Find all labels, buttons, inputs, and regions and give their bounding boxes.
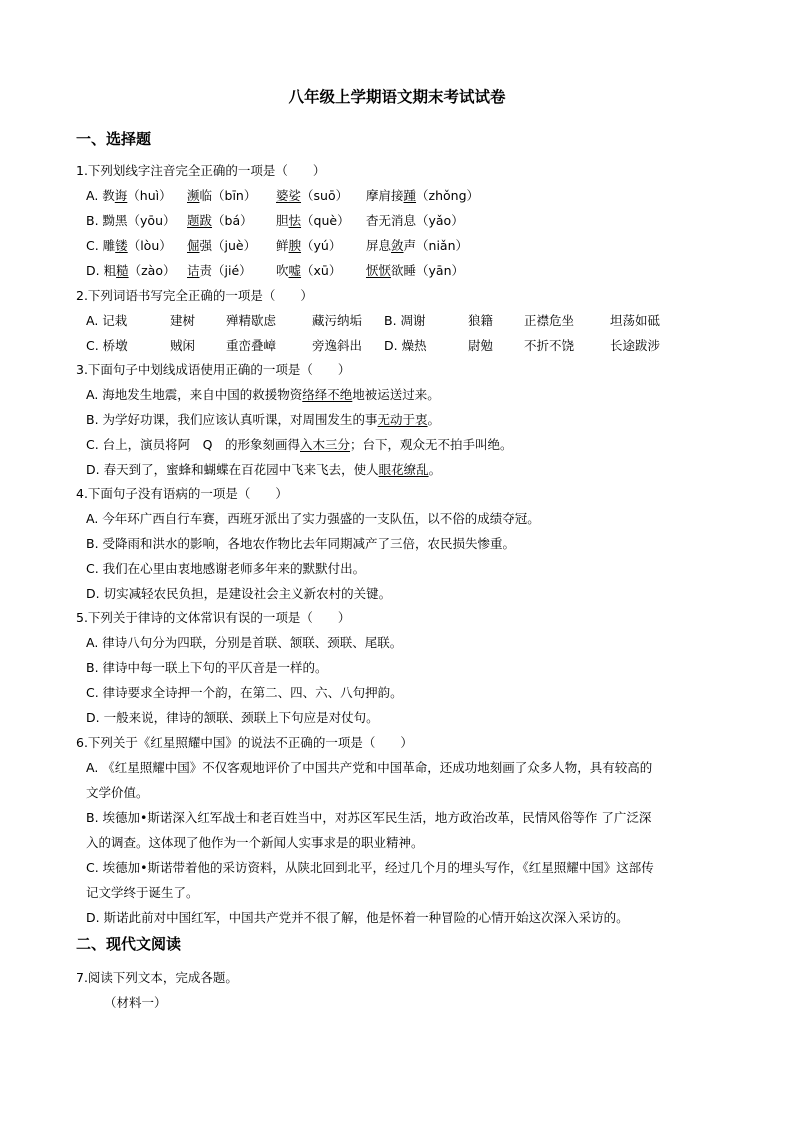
option-text: （què） <box>301 213 350 228</box>
option-item <box>86 261 175 281</box>
underlined-char: 倔 <box>187 238 200 253</box>
option-item <box>276 186 348 206</box>
option-text: （zào） <box>128 263 176 278</box>
option-text: 临（bīn） <box>199 188 257 203</box>
option-text: 屏息 <box>366 238 392 253</box>
word-item: D. 燥热 <box>384 338 427 353</box>
word-item: 尉勉 <box>468 338 494 353</box>
section-heading-reading: 二、现代文阅读 <box>76 935 182 953</box>
option-text: 欲睡（yān） <box>391 263 464 278</box>
question-3-option <box>86 435 513 455</box>
option-item <box>366 186 479 206</box>
word-item: 坦荡如砥 <box>610 313 661 328</box>
option-text: （lòu） <box>127 238 172 253</box>
option-text: 责（jié） <box>199 263 252 278</box>
option-text: （xū） <box>301 263 342 278</box>
question-6-option-d: D. 斯诺此前对中国红军，中国共产党并不很了解，他是怀着一种冒险的心情开始这次深入采访的。 <box>86 910 629 925</box>
question-4-option-a: A. 今年环广西自行车赛，西班牙派出了实力强盛的一支队伍，以不俗的成绩夺冠。 <box>86 511 540 526</box>
question-5-option-a: A. 律诗八句分为四联，分别是首联、颔联、颈联、尾联。 <box>86 635 403 650</box>
underlined-char: 婆娑 <box>276 188 302 203</box>
option-text: 地被运送过来。 <box>352 387 440 402</box>
option-item <box>276 211 350 231</box>
underlined-char: 敛 <box>391 238 404 253</box>
word-item: A. 记栽 <box>86 313 128 328</box>
option-item <box>187 211 253 231</box>
question-6-stem: 6.下列关于《红星照耀中国》的说法不正确的一项是（ ） <box>76 735 413 750</box>
option-text: C. 台上，演员将阿 Q 的形象刻画得 <box>86 437 301 452</box>
option-text: C. 雕 <box>86 238 116 253</box>
option-text: A. 教 <box>86 188 115 203</box>
underlined-char: 恹恹 <box>366 263 392 278</box>
option-text: B. 为学好功课，我们应该认真听课，对周围发生的事 <box>86 412 378 427</box>
word-item: 正襟危坐 <box>524 313 575 328</box>
option-text: （bá） <box>212 213 253 228</box>
underlined-char: 怯 <box>288 213 302 228</box>
word-item: 贼闲 <box>170 338 196 353</box>
question-5-option-c: C. 律诗要求全诗押一个韵，在第二、四、六、八句押韵。 <box>86 685 403 700</box>
question-6-option-c-line1: C. 埃德加•斯诺带着他的采访资料，从陕北回到北平，经过几个月的埋头写作，《红星照耀中国》这部传 <box>86 860 654 875</box>
option-item <box>366 211 464 231</box>
question-5-option-b: B. 律诗中每一联上下句的平仄音是一样的。 <box>86 660 328 675</box>
option-item <box>366 261 464 281</box>
word-item: 重峦叠嶂 <box>226 338 277 353</box>
word-item: 狼籍 <box>468 313 494 328</box>
question-3-option <box>86 385 440 405</box>
material-label: （材料一） <box>104 995 167 1010</box>
option-item <box>187 261 252 281</box>
word-item: B. 凋谢 <box>384 313 426 328</box>
underlined-idiom: 无动于衷 <box>377 412 428 427</box>
option-text: 鲜 <box>276 238 289 253</box>
underlined-char: 踵 <box>403 188 417 203</box>
word-item: 不折不饶 <box>524 338 575 353</box>
option-text: （zhǒng） <box>416 188 480 203</box>
option-text: ；台下，观众无不拍手叫绝。 <box>350 437 513 452</box>
underlined-char: 嘘 <box>288 263 302 278</box>
question-5-stem: 5.下列关于律诗的文体常识有误的一项是（ ） <box>76 610 351 625</box>
word-item: 殚精歇虑 <box>226 313 277 328</box>
question-4-option-d: D. 切实减轻农民负担，是建设社会主义新农村的关键。 <box>86 586 392 601</box>
option-item <box>86 211 176 231</box>
option-text: D. 春天到了，蜜蜂和蝴蝶在百花园中飞来飞去，使人 <box>86 462 379 477</box>
question-6-option-c-line2: 记文学终于诞生了。 <box>86 885 199 900</box>
underlined-idiom: 眼花缭乱 <box>378 462 429 477</box>
word-item: 建树 <box>170 313 196 328</box>
question-6-option-a-line1: A. 《红星照耀中国》不仅客观地评价了中国共产党和中国革命，还成功地刻画了众多人物，具有较高的 <box>86 760 653 775</box>
option-item <box>86 186 172 206</box>
option-item <box>366 236 468 256</box>
page-title: 八年级上学期语文期末考试试卷 <box>288 88 506 106</box>
question-4-option-c: C. 我们在心里由衷地感谢老师多年来的默默付出。 <box>86 561 366 576</box>
underlined-char: 濒 <box>187 188 200 203</box>
question-7-stem: 7.阅读下列文本，完成各题。 <box>76 970 238 985</box>
option-text: 。 <box>428 462 442 477</box>
question-1-stem: 1.下列划线字注音完全正确的一项是（ ） <box>76 163 326 178</box>
question-6-option-a-line2: 文学价值。 <box>86 785 149 800</box>
option-text: 胆 <box>276 213 289 228</box>
option-item <box>276 236 341 256</box>
option-text: A. 海地发生地震，来自中国的救援物资 <box>86 387 303 402</box>
question-6-option-b-line2: 入的调查。这体现了他作为一个新闻人实事求是的职业精神。 <box>86 835 424 850</box>
option-text: D. 粗 <box>86 263 117 278</box>
underlined-char: 糙 <box>116 263 129 278</box>
option-text: B. 黝黑（yōu） <box>86 213 176 228</box>
option-item <box>86 236 172 256</box>
option-text: 强（juè） <box>199 238 257 253</box>
option-text: 吹 <box>276 263 289 278</box>
word-item: 旁逸斜出 <box>312 338 363 353</box>
option-text: （yú） <box>301 238 342 253</box>
question-4-option-b: B. 受降雨和洪水的影响，各地农作物比去年同期减产了三倍，农民损失惨重。 <box>86 536 516 551</box>
question-3-stem: 3.下面句子中划线成语使用正确的一项是（ ） <box>76 362 351 377</box>
underlined-char: 题跋 <box>187 213 213 228</box>
word-item: C. 桥墩 <box>86 338 128 353</box>
question-5-option-d: D. 一般来说，律诗的颔联、颈联上下句应是对仗句。 <box>86 710 379 725</box>
question-3-option <box>86 410 440 430</box>
underlined-char: 诘 <box>187 263 200 278</box>
option-text: （suō） <box>301 188 349 203</box>
option-text: 摩肩接 <box>366 188 404 203</box>
option-text: 。 <box>427 412 441 427</box>
word-item: 长途跋涉 <box>610 338 661 353</box>
underlined-idiom: 入木三分 <box>300 437 351 452</box>
question-2-stem: 2.下列词语书写完全正确的一项是（ ） <box>76 288 313 303</box>
question-3-option <box>86 460 441 480</box>
question-4-stem: 4.下面句子没有语病的一项是（ ） <box>76 486 288 501</box>
section-heading-choice: 一、选择题 <box>76 130 152 148</box>
option-item <box>276 261 341 281</box>
underlined-char: 镂 <box>115 238 128 253</box>
underlined-char: 腴 <box>288 238 302 253</box>
word-item: 藏污纳垢 <box>312 313 363 328</box>
option-text: （huì） <box>127 188 172 203</box>
option-text: 声（niǎn） <box>403 238 469 253</box>
option-item <box>187 186 256 206</box>
underlined-char: 诲 <box>114 188 128 203</box>
underlined-idiom: 络绎不绝 <box>302 387 353 402</box>
option-item <box>187 236 256 256</box>
option-text: 杳无消息（yǎo） <box>366 213 464 228</box>
question-6-option-b-line1: B. 埃德加•斯诺深入红军战士和老百姓当中，对苏区军民生活，地方政治改革，民情风俗等作 了广泛深 <box>86 810 652 825</box>
